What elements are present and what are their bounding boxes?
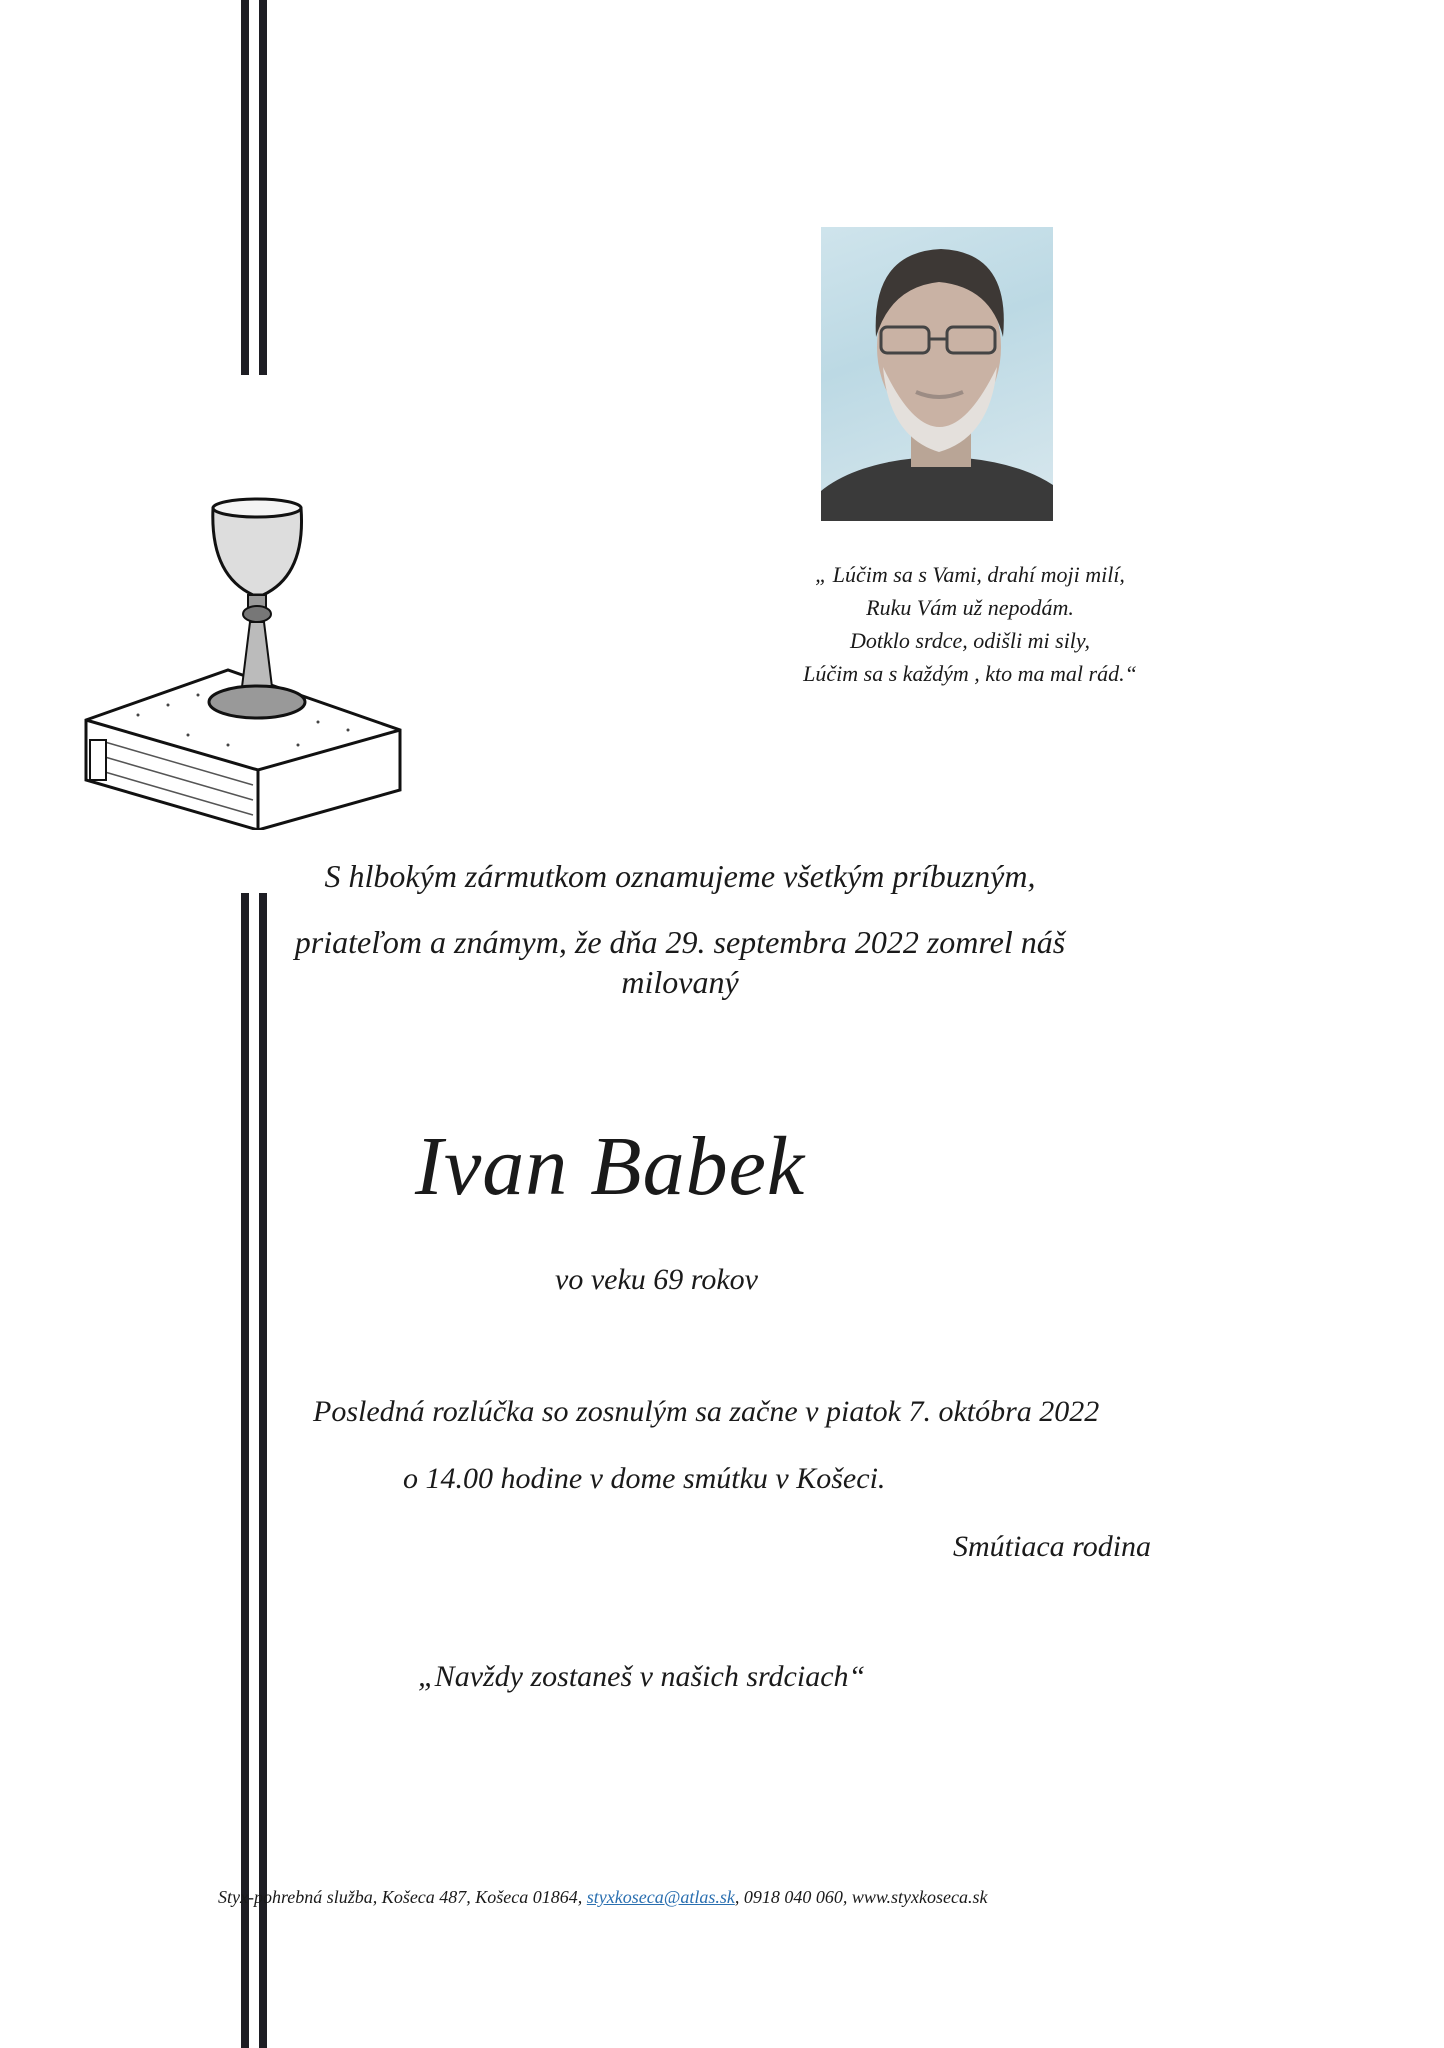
motto-line: „ Lúčim sa s Vami, drahí moji milí,: [815, 562, 1125, 587]
deceased-age: vo veku 69 rokov: [555, 1263, 758, 1296]
portrait-photo: [821, 227, 1053, 521]
signature: Smútiaca rodina: [953, 1530, 1152, 1563]
top-left-bar-1: [241, 0, 249, 375]
footer-prefix: Styx-pohrebná služba, Košeca 487, Košeca 01864,: [218, 1887, 583, 1907]
announcement-line: milovaný: [621, 964, 739, 1000]
bottom-left-bar-2: [259, 893, 267, 2048]
closing-quote: „Navždy zostaneš v našich srdciach“: [418, 1660, 866, 1693]
announcement-line: S hlbokým zármutkom oznamujeme všetkým príbuzným,: [324, 858, 1036, 894]
email-link[interactable]: styxkoseca@atlas.sk: [586, 1887, 735, 1907]
motto-line: Dotklo srdce, odišli mi sily,: [850, 628, 1090, 653]
bottom-left-bar-1: [241, 893, 249, 2048]
motto-verse: [780, 558, 1160, 690]
motto-line: Ruku Vám už nepodám.: [866, 595, 1074, 620]
footer-contact: [218, 1887, 987, 1908]
announcement-line: priateľom a známym, že dňa 29. septembra 2022 zomrel náš: [294, 924, 1066, 960]
funeral-info-line: Posledná rozlúčka so zosnulým sa začne v piatok 7. októbra 2022: [313, 1395, 1100, 1428]
deceased-name: Ivan Babek: [415, 1120, 806, 1213]
footer-suffix: , 0918 040 060, www.styxkoseca.sk: [734, 1887, 988, 1907]
top-left-bar-2: [259, 0, 267, 375]
chalice-on-book-icon: [78, 490, 408, 830]
motto-line: Lúčim sa s každým , kto ma mal rád.“: [803, 661, 1137, 686]
funeral-info-line: o 14.00 hodine v dome smútku v Košeci.: [403, 1462, 886, 1495]
